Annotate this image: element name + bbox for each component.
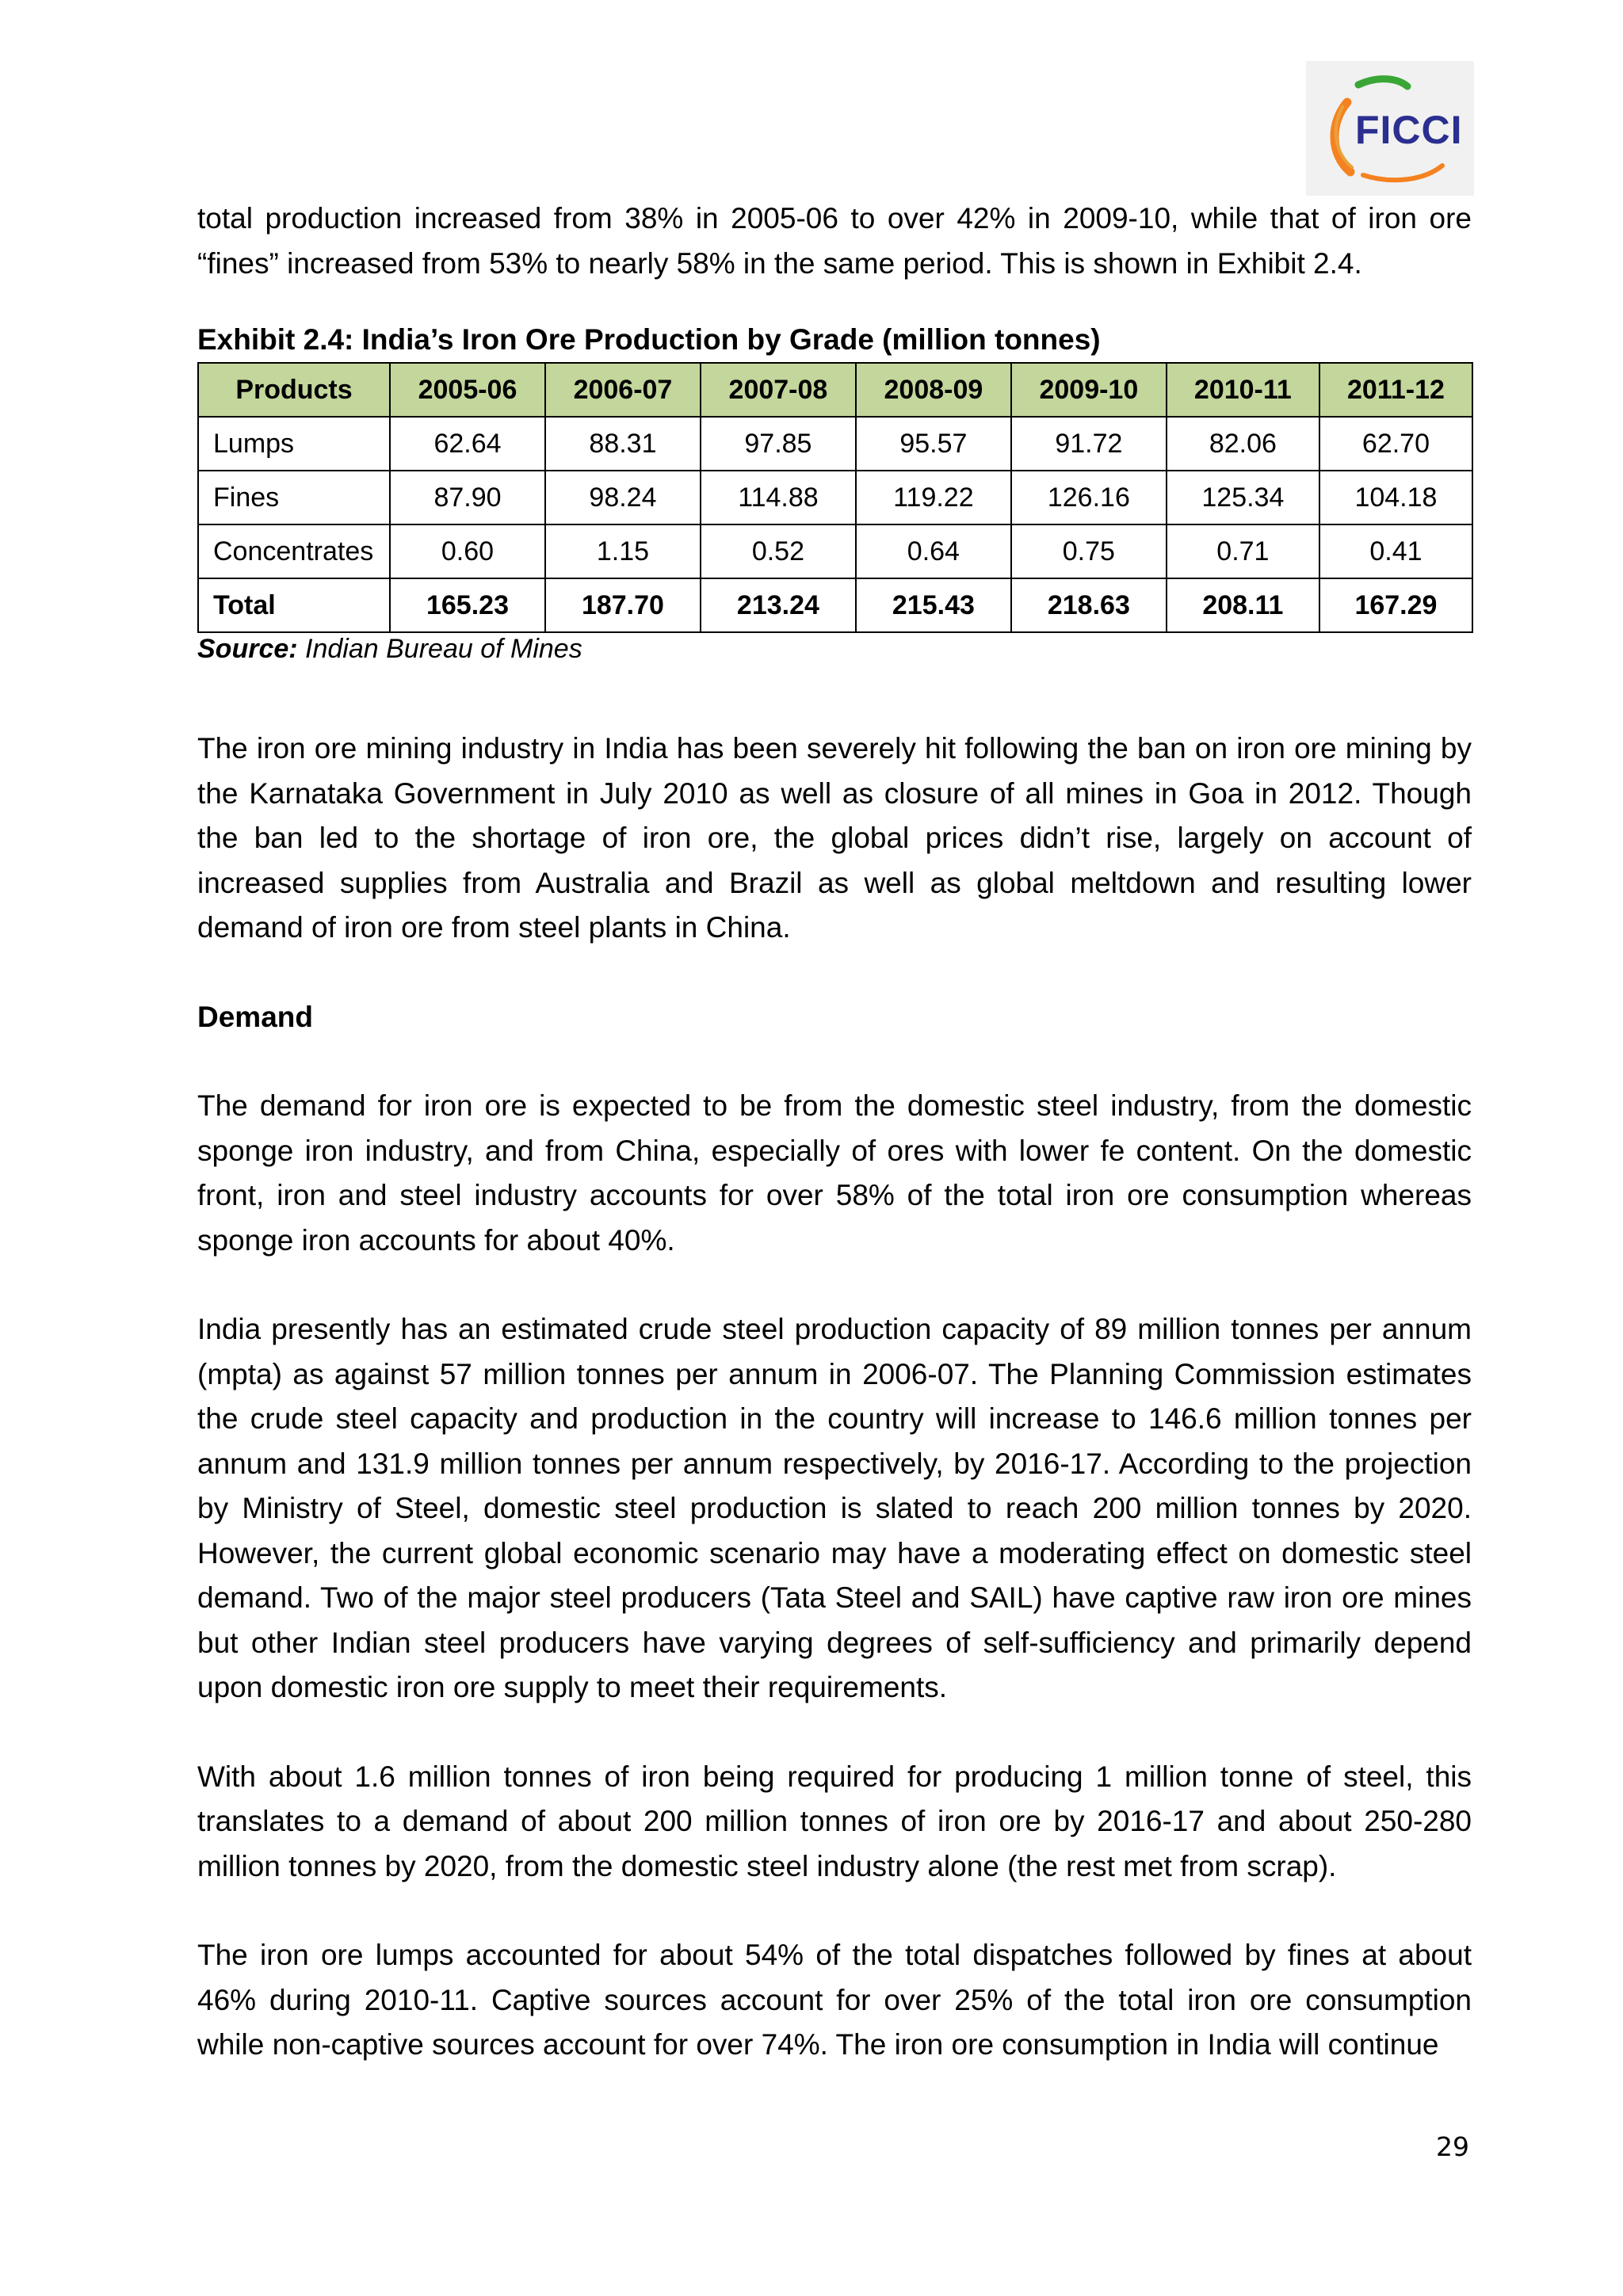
table-cell: 218.63 [1011, 578, 1167, 632]
paragraph-demand-1: The demand for iron ore is expected to be from the domestic steel industry, from the domestic sponge iron industry, and from China, especially of ores with lower fe content. On the domestic front, iron and steel industry accounts for over 58% of the total iron ore consumption whereas sponge iron accounts for about 40%. [197, 1089, 1472, 1257]
table-cell: Fines [198, 471, 390, 524]
table-cell: 0.75 [1011, 524, 1167, 578]
table-cell: 98.24 [545, 471, 701, 524]
table-cell: 0.64 [856, 524, 1011, 578]
main-content [197, 196, 1472, 2068]
table-header-row [198, 363, 1472, 417]
table-cell: 167.29 [1319, 578, 1472, 632]
table-cell: 0.41 [1319, 524, 1472, 578]
table-cell: 0.71 [1167, 524, 1319, 578]
column-header: 2006-07 [545, 363, 701, 417]
exhibit-title: Exhibit 2.4: India’s Iron Ore Production by Grade (million tonnes) [197, 323, 1101, 356]
table-cell: 125.34 [1167, 471, 1319, 524]
table-source [197, 633, 1472, 665]
table-cell: 187.70 [545, 578, 701, 632]
column-header: Products [198, 363, 390, 417]
table-cell: 104.18 [1319, 471, 1472, 524]
table-cell: 165.23 [390, 578, 545, 632]
table-cell: 91.72 [1011, 417, 1167, 471]
production-table [197, 362, 1473, 633]
paragraph-demand-2: India presently has an estimated crude steel production capacity of 89 million tonnes per annum (mpta) as against 57 million tonnes per annum in 2006-07. The Planning Commission estimates the crude steel capacity and production in the country will increase to 146.6 million tonnes per annum and 131.9 million tonnes per annum respectively, by 2016-17. According to the projection by Ministry of Steel, domestic steel production is slated to reach 200 million tonnes by 2020. However, the current global economic scenario may have a moderating effect on domestic steel demand. Two of the major steel producers (Tata Steel and SAIL) have captive raw iron ore mines but other Indian steel producers have varying degrees of self-sufficiency and primarily depend upon domestic iron ore supply to meet their requirements. [197, 1313, 1472, 1703]
column-header: 2011-12 [1319, 363, 1472, 417]
column-header: 2010-11 [1167, 363, 1319, 417]
table-cell: 62.64 [390, 417, 545, 471]
source-text: Indian Bureau of Mines [297, 634, 582, 664]
paragraph-demand-4: The iron ore lumps accounted for about 54% of the total dispatches followed by fines at about 46% during 2010-11. Captive sources account for over 25% of the total iron ore consumption while non-captive sources account for over 74%. The iron ore consumption in India will continue [197, 1939, 1472, 2061]
table-cell: 1.15 [545, 524, 701, 578]
column-header: 2005-06 [390, 363, 545, 417]
table-cell: 0.52 [701, 524, 856, 578]
table-cell: Total [198, 578, 390, 632]
table-cell: 213.24 [701, 578, 856, 632]
page-number: 29 [1436, 2131, 1469, 2162]
table-cell: 82.06 [1167, 417, 1319, 471]
table-row [198, 524, 1472, 578]
paragraph-intro: total production increased from 38% in 2005-06 to over 42% in 2009-10, while that of iron ore “fines” increased from 53% to nearly 58% in the same period. This is shown in Exhibit 2.4. [197, 202, 1472, 280]
column-header: 2007-08 [701, 363, 856, 417]
logo-text: FICCI [1355, 108, 1463, 152]
table-cell: 208.11 [1167, 578, 1319, 632]
table-cell: 126.16 [1011, 471, 1167, 524]
paragraph-demand-3: With about 1.6 million tonnes of iron being required for producing 1 million tonne of steel, this translates to a demand of about 200 million tonnes of iron ore by 2016-17 and about 250-280 million tonnes by 2020, from the domestic steel industry alone (the rest met from scrap). [197, 1760, 1472, 1882]
table-cell: 95.57 [856, 417, 1011, 471]
section-heading-demand: Demand [197, 1000, 313, 1033]
table-cell: 97.85 [701, 417, 856, 471]
table-cell: 62.70 [1319, 417, 1472, 471]
table-cell: 114.88 [701, 471, 856, 524]
table-cell: Lumps [198, 417, 390, 471]
table-cell: Concentrates [198, 524, 390, 578]
table-cell: 0.60 [390, 524, 545, 578]
table-row-total [198, 578, 1472, 632]
column-header: 2008-09 [856, 363, 1011, 417]
table-cell: 215.43 [856, 578, 1011, 632]
table-row [198, 417, 1472, 471]
paragraph-mining-ban: The iron ore mining industry in India has been severely hit following the ban on iron ore mining by the Karnataka Government in July 2010 as well as closure of all mines in Goa in 2012. Though the ban led to the shortage of iron ore, the global prices didn’t rise, largely on account of increased supplies from Australia and Brazil as well as global meltdown and resulting lower demand of iron ore from steel plants in China. [197, 732, 1472, 944]
table-row [198, 471, 1472, 524]
table-cell: 87.90 [390, 471, 545, 524]
table-cell: 119.22 [856, 471, 1011, 524]
column-header: 2009-10 [1011, 363, 1167, 417]
ficci-logo [1306, 61, 1474, 196]
table-cell: 88.31 [545, 417, 701, 471]
source-label: Source: [197, 634, 298, 664]
